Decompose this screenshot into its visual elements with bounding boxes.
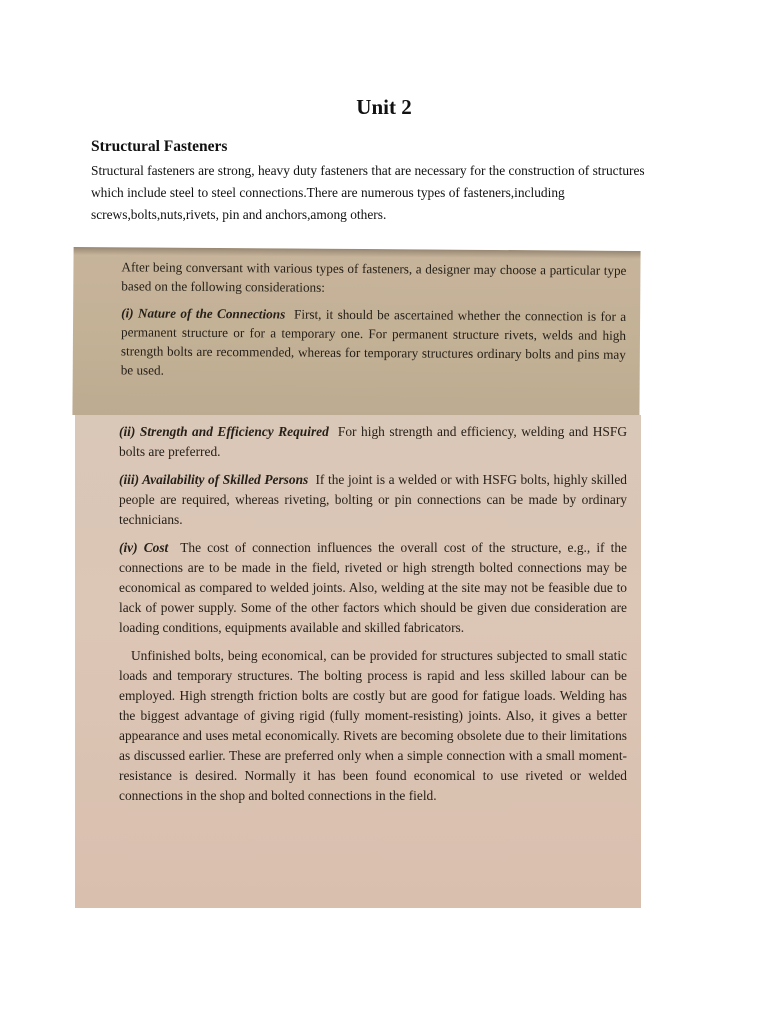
strength-text: For high strength and efficiency, welding and HSFG bolts are preferred. [119, 424, 627, 459]
section-heading: Structural Fasteners [91, 138, 228, 155]
considerations-intro: After being conversant with various types of fasteners, a designer may choose a particular type based on the following considerations: [121, 259, 627, 295]
summary-paragraph: Unfinished bolts, being economical, can be provided for structures subjected to small static loads and temporary structures. The bolting process is rapid and less skilled labour can be employed. High strength friction bolts are costly but are good for fatigue loads. Welding has the biggest advantage of giving rigid (fully moment-resisting) joints. Also, it gives a better appearance and uses metal economically. Rivets are becoming obsolete due to their limitations as discussed earlier. These are preferred only when a simple connection with a small moment-resistance is desired. Normally it has been found economical to use riveted or welded connections in the shop and bolted connections in the field. [119, 648, 627, 803]
nature-of-connections-text: First, it should be ascertained whether the connection is for a permanent structure or for a temporary one. For permanent structure rivets, welds and high strength bolts are recommended, whereas for temporary structures ordinary bolts and pins may be used. [120, 306, 627, 378]
unit-title: Unit 2 [356, 95, 412, 119]
cost-paragraph [119, 538, 627, 638]
skilled-persons-text: If the joint is a welded or with HSFG bolts, highly skilled people are required, whereas riveting, bolting or pin connections can be made by ordinary technicians. [119, 472, 627, 527]
textbook-photo-bottom [75, 415, 641, 908]
cost-label: (iv) Cost [119, 540, 169, 555]
textbook-photo-top [72, 247, 640, 419]
nature-of-connections-paragraph [121, 303, 627, 383]
strength-paragraph [119, 422, 627, 462]
cost-text: The cost of connection influences the overall cost of the structure, e.g., if the connections are to be made in the field, riveted or high strength bolted connections may be economical as compared to welded joints. Also, welding at the site may not be feasible due to lack of power supply. Some of the other factors which should be given due consideration are loading conditions, equipments available and skilled fabricators. [119, 540, 627, 635]
nature-of-connections-label: (i) Nature of the Connections [121, 305, 286, 322]
intro-paragraph: Structural fasteners are strong, heavy duty fasteners that are necessary for the construction of structures which include steel to steel connections.There are numerous types of fasteners,including screws,bolts,nuts,rivets, pin and anchors,among others. [91, 163, 645, 222]
skilled-persons-paragraph [119, 470, 627, 530]
strength-label: (ii) Strength and Efficiency Required [119, 424, 329, 439]
skilled-persons-label: (iii) Availability of Skilled Persons [119, 472, 309, 487]
